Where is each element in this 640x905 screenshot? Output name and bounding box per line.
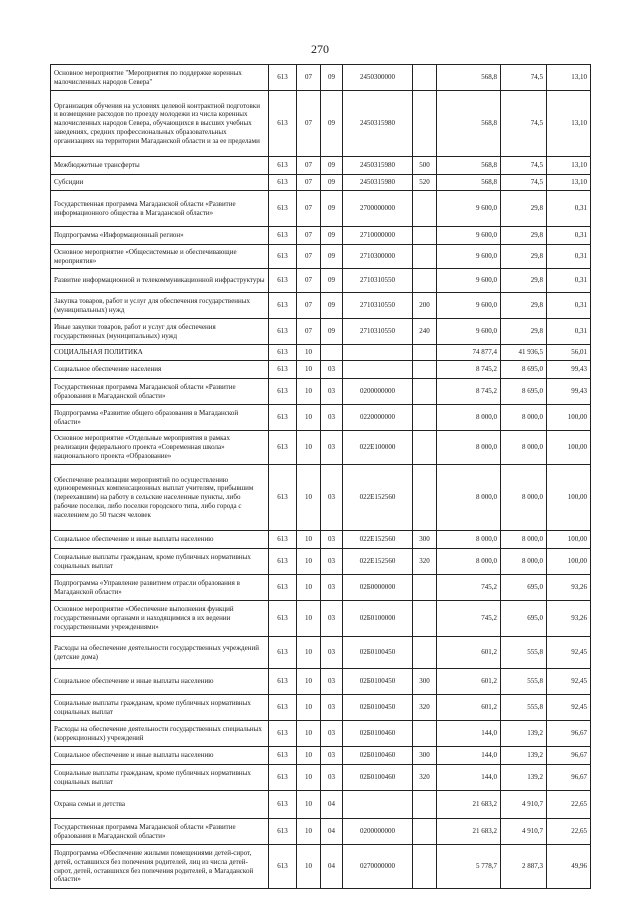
cell-name: Подпрограмма «Информационный регион»	[51, 227, 269, 245]
cell-rz: 10	[297, 575, 321, 601]
cell-pct: 22,65	[547, 819, 591, 845]
cell-exec: 74,5	[501, 91, 547, 157]
cell-exec: 74,5	[501, 175, 547, 191]
cell-rz: 07	[297, 319, 321, 345]
cell-csr: 2710310550	[343, 269, 413, 293]
cell-amount: 8 745,2	[437, 379, 501, 405]
cell-pct: 100,00	[547, 405, 591, 431]
cell-csr: 0220000000	[343, 405, 413, 431]
cell-pr: 03	[321, 549, 343, 575]
cell-ved: 613	[269, 175, 297, 191]
cell-exec: 555,8	[501, 669, 547, 695]
cell-pct: 0,31	[547, 319, 591, 345]
cell-csr: 02Б0100450	[343, 637, 413, 669]
cell-rz: 10	[297, 345, 321, 361]
cell-csr: 0270000000	[343, 845, 413, 889]
cell-name: Государственная программа Магаданской области «Развитие образования в Магаданской области»	[51, 819, 269, 845]
cell-pct: 13,10	[547, 175, 591, 191]
cell-pct: 0,31	[547, 227, 591, 245]
cell-exec: 139,2	[501, 721, 547, 747]
cell-exec: 555,8	[501, 637, 547, 669]
cell-rz: 10	[297, 379, 321, 405]
cell-ved: 613	[269, 319, 297, 345]
cell-amount: 144,0	[437, 765, 501, 791]
cell-ved: 613	[269, 845, 297, 889]
cell-name: Расходы на обеспечение деятельности государственных специальных (коррекционных) учреждений	[51, 721, 269, 747]
cell-vr	[413, 601, 437, 637]
cell-amount: 745,2	[437, 601, 501, 637]
table-row	[51, 245, 591, 269]
cell-csr	[343, 791, 413, 819]
cell-csr: 022E100000	[343, 431, 413, 465]
table-row	[51, 721, 591, 747]
cell-pct: 100,00	[547, 549, 591, 575]
cell-pr: 04	[321, 791, 343, 819]
cell-amount: 9 600,0	[437, 269, 501, 293]
cell-pr: 03	[321, 531, 343, 549]
cell-vr	[413, 465, 437, 531]
cell-vr	[413, 65, 437, 91]
cell-pr: 03	[321, 637, 343, 669]
cell-amount: 568,8	[437, 175, 501, 191]
cell-ved: 613	[269, 819, 297, 845]
cell-pr: 09	[321, 175, 343, 191]
cell-vr	[413, 431, 437, 465]
table-row	[51, 293, 591, 319]
cell-amount: 21 683,2	[437, 791, 501, 819]
cell-rz: 10	[297, 531, 321, 549]
cell-vr: 300	[413, 531, 437, 549]
cell-exec: 8 000,0	[501, 405, 547, 431]
cell-pr: 03	[321, 405, 343, 431]
cell-rz: 10	[297, 765, 321, 791]
cell-vr	[413, 819, 437, 845]
cell-vr: 500	[413, 157, 437, 175]
table-row	[51, 431, 591, 465]
cell-pr: 09	[321, 269, 343, 293]
cell-ved: 613	[269, 269, 297, 293]
table-row	[51, 575, 591, 601]
cell-exec: 8 000,0	[501, 549, 547, 575]
cell-pr: 03	[321, 575, 343, 601]
cell-ved: 613	[269, 695, 297, 721]
cell-rz: 10	[297, 669, 321, 695]
cell-ved: 613	[269, 549, 297, 575]
table-row	[51, 345, 591, 361]
cell-pct: 96,67	[547, 765, 591, 791]
cell-pr: 09	[321, 65, 343, 91]
cell-vr: 520	[413, 175, 437, 191]
table-row	[51, 91, 591, 157]
cell-exec: 4 910,7	[501, 791, 547, 819]
cell-rz: 10	[297, 405, 321, 431]
cell-ved: 613	[269, 227, 297, 245]
cell-name: СОЦИАЛЬНАЯ ПОЛИТИКА	[51, 345, 269, 361]
cell-csr: 2710310550	[343, 293, 413, 319]
cell-ved: 613	[269, 431, 297, 465]
cell-ved: 613	[269, 91, 297, 157]
cell-ved: 613	[269, 345, 297, 361]
cell-rz: 10	[297, 431, 321, 465]
cell-amount: 74 877,4	[437, 345, 501, 361]
cell-ved: 613	[269, 531, 297, 549]
cell-exec: 4 910,7	[501, 819, 547, 845]
cell-rz: 10	[297, 601, 321, 637]
cell-pr: 09	[321, 293, 343, 319]
table-row	[51, 405, 591, 431]
cell-pr: 04	[321, 819, 343, 845]
cell-exec: 29,8	[501, 245, 547, 269]
cell-csr: 02Б0000000	[343, 575, 413, 601]
table-row	[51, 361, 591, 379]
cell-exec: 8 695,0	[501, 379, 547, 405]
cell-ved: 613	[269, 637, 297, 669]
cell-amount: 9 600,0	[437, 245, 501, 269]
cell-ved: 613	[269, 747, 297, 765]
cell-ved: 613	[269, 157, 297, 175]
table-row	[51, 845, 591, 889]
cell-csr: 0200000000	[343, 819, 413, 845]
cell-pr: 09	[321, 157, 343, 175]
cell-ved: 613	[269, 361, 297, 379]
cell-pct: 13,10	[547, 157, 591, 175]
table-row	[51, 175, 591, 191]
cell-csr: 2710000000	[343, 227, 413, 245]
cell-exec: 41 936,5	[501, 345, 547, 361]
cell-ved: 613	[269, 191, 297, 227]
cell-rz: 07	[297, 293, 321, 319]
cell-pr: 04	[321, 845, 343, 889]
cell-pct: 0,31	[547, 191, 591, 227]
cell-name: Организация обучения на условиях целевой контрактной подготовки и возмещение расходов по проезду молодежи из числа коренных малочисленных народов Севера, обучающихся в высших учебных заведениях, средних профессиональных образовательных организациях на территории Магаданской области и за ее пределами	[51, 91, 269, 157]
cell-amount: 601,2	[437, 637, 501, 669]
table-row	[51, 747, 591, 765]
cell-pct: 56,01	[547, 345, 591, 361]
cell-pct: 100,00	[547, 465, 591, 531]
cell-pct: 93,26	[547, 575, 591, 601]
cell-vr	[413, 361, 437, 379]
cell-csr: 2450315980	[343, 91, 413, 157]
cell-pct: 0,31	[547, 245, 591, 269]
cell-name: Подпрограмма «Управление развитием отрасли образования в Магаданской области»	[51, 575, 269, 601]
cell-amount: 5 778,7	[437, 845, 501, 889]
cell-csr	[343, 345, 413, 361]
cell-ved: 613	[269, 405, 297, 431]
cell-vr: 300	[413, 747, 437, 765]
cell-pr: 09	[321, 227, 343, 245]
cell-rz: 07	[297, 245, 321, 269]
cell-csr: 02Б0100450	[343, 669, 413, 695]
cell-exec: 139,2	[501, 747, 547, 765]
cell-pct: 49,96	[547, 845, 591, 889]
cell-pr: 03	[321, 601, 343, 637]
cell-pct: 92,45	[547, 637, 591, 669]
cell-amount: 601,2	[437, 669, 501, 695]
cell-exec: 29,8	[501, 191, 547, 227]
cell-rz: 10	[297, 819, 321, 845]
cell-pr	[321, 345, 343, 361]
cell-vr: 200	[413, 293, 437, 319]
cell-amount: 9 600,0	[437, 191, 501, 227]
cell-rz: 07	[297, 175, 321, 191]
cell-vr	[413, 227, 437, 245]
cell-exec: 29,8	[501, 227, 547, 245]
cell-amount: 601,2	[437, 695, 501, 721]
cell-pr: 03	[321, 379, 343, 405]
cell-exec: 29,8	[501, 293, 547, 319]
cell-name: Подпрограмма «Развитие общего образования в Магаданской области»	[51, 405, 269, 431]
cell-rz: 07	[297, 191, 321, 227]
table-row	[51, 549, 591, 575]
cell-pr: 03	[321, 765, 343, 791]
cell-csr: 2710310550	[343, 319, 413, 345]
cell-amount: 568,8	[437, 157, 501, 175]
cell-name: Основное мероприятие «Отдельные мероприятия в рамках реализации федерального проекта «Современная школа» национального проекта «Образование»	[51, 431, 269, 465]
cell-exec: 8 000,0	[501, 531, 547, 549]
cell-name: Развитие информационной и телекоммуникационной инфраструктуры	[51, 269, 269, 293]
cell-vr	[413, 405, 437, 431]
cell-name: Социальные выплаты гражданам, кроме публичных нормативных социальных выплат	[51, 765, 269, 791]
cell-pct: 100,00	[547, 431, 591, 465]
cell-name: Социальное обеспечение и иные выплаты населению	[51, 531, 269, 549]
cell-csr: 02Б0100450	[343, 695, 413, 721]
cell-pr: 03	[321, 361, 343, 379]
cell-csr: 022E152560	[343, 531, 413, 549]
cell-exec: 74,5	[501, 65, 547, 91]
cell-pct: 100,00	[547, 531, 591, 549]
cell-vr	[413, 575, 437, 601]
cell-amount: 9 600,0	[437, 293, 501, 319]
cell-amount: 745,2	[437, 575, 501, 601]
cell-name: Расходы на обеспечение деятельности государственных учреждений (детские дома)	[51, 637, 269, 669]
cell-name: Закупка товаров, работ и услуг для обеспечения государственных (муниципальных) нужд	[51, 293, 269, 319]
cell-pct: 99,43	[547, 361, 591, 379]
cell-pr: 09	[321, 91, 343, 157]
cell-name: Обеспечение реализации мероприятий по осуществлению единовременных компенсационных выплат учителям, прибывшим (переехавшим) на работу в сельские населенные пункты, либо рабочие поселки, либо поселки городского типа, либо города с населением до 50 тысяч человек	[51, 465, 269, 531]
cell-csr: 02Б0100000	[343, 601, 413, 637]
cell-exec: 555,8	[501, 695, 547, 721]
cell-ved: 613	[269, 765, 297, 791]
cell-amount: 568,8	[437, 65, 501, 91]
cell-pct: 13,10	[547, 65, 591, 91]
cell-vr: 320	[413, 765, 437, 791]
cell-vr	[413, 245, 437, 269]
cell-rz: 07	[297, 91, 321, 157]
cell-rz: 07	[297, 227, 321, 245]
cell-rz: 10	[297, 549, 321, 575]
cell-amount: 8 000,0	[437, 405, 501, 431]
cell-csr: 2700000000	[343, 191, 413, 227]
cell-pr: 03	[321, 465, 343, 531]
cell-pr: 09	[321, 245, 343, 269]
cell-csr: 2450315980	[343, 157, 413, 175]
budget-table	[50, 64, 591, 889]
cell-csr: 022E152560	[343, 549, 413, 575]
cell-exec: 2 887,3	[501, 845, 547, 889]
cell-pr: 03	[321, 431, 343, 465]
cell-ved: 613	[269, 575, 297, 601]
cell-rz: 10	[297, 465, 321, 531]
table-row	[51, 531, 591, 549]
cell-pct: 92,45	[547, 669, 591, 695]
table-row	[51, 157, 591, 175]
cell-pr: 09	[321, 319, 343, 345]
cell-rz: 07	[297, 157, 321, 175]
cell-pr: 03	[321, 721, 343, 747]
cell-ved: 613	[269, 65, 297, 91]
cell-csr	[343, 361, 413, 379]
cell-name: Социальное обеспечение и иные выплаты населению	[51, 669, 269, 695]
cell-exec: 8 000,0	[501, 431, 547, 465]
cell-pct: 22,65	[547, 791, 591, 819]
page-number: 270	[311, 42, 329, 56]
cell-name: Иные закупки товаров, работ и услуг для обеспечения государственных (муниципальных) нужд	[51, 319, 269, 345]
cell-name: Государственная программа Магаданской области «Развитие информационного общества в Магаданской области»	[51, 191, 269, 227]
table-row	[51, 191, 591, 227]
cell-vr	[413, 91, 437, 157]
cell-ved: 613	[269, 245, 297, 269]
cell-amount: 9 600,0	[437, 227, 501, 245]
table-row	[51, 669, 591, 695]
table-row	[51, 819, 591, 845]
cell-amount: 8 745,2	[437, 361, 501, 379]
cell-csr: 2710300000	[343, 245, 413, 269]
cell-csr: 02Б0100460	[343, 765, 413, 791]
cell-exec: 695,0	[501, 575, 547, 601]
cell-pct: 0,31	[547, 293, 591, 319]
cell-vr: 300	[413, 669, 437, 695]
cell-amount: 8 000,0	[437, 531, 501, 549]
cell-name: Подпрограмма «Обеспечение жилыми помещениями детей-сирот, детей, оставшихся без попечения родителей, лиц из числа детей-сирот, детей, оставшихся без попечения родителей, в Магаданской области»	[51, 845, 269, 889]
cell-name: Социальные выплаты гражданам, кроме публичных нормативных социальных выплат	[51, 695, 269, 721]
cell-pct: 93,26	[547, 601, 591, 637]
cell-amount: 144,0	[437, 747, 501, 765]
cell-ved: 613	[269, 669, 297, 695]
cell-rz: 10	[297, 361, 321, 379]
cell-vr: 320	[413, 695, 437, 721]
cell-pct: 13,10	[547, 91, 591, 157]
cell-vr	[413, 637, 437, 669]
cell-rz: 07	[297, 269, 321, 293]
cell-vr	[413, 845, 437, 889]
cell-csr: 02Б0100460	[343, 721, 413, 747]
cell-csr: 2450315980	[343, 175, 413, 191]
cell-pct: 96,67	[547, 747, 591, 765]
cell-rz: 10	[297, 637, 321, 669]
table-row	[51, 695, 591, 721]
cell-ved: 613	[269, 721, 297, 747]
cell-csr: 02Б0100460	[343, 747, 413, 765]
cell-rz: 10	[297, 695, 321, 721]
cell-exec: 8 695,0	[501, 361, 547, 379]
table-row	[51, 65, 591, 91]
table-row	[51, 637, 591, 669]
cell-pct: 96,67	[547, 721, 591, 747]
cell-vr	[413, 379, 437, 405]
table-row	[51, 601, 591, 637]
cell-ved: 613	[269, 293, 297, 319]
cell-name: Социальное обеспечение населения	[51, 361, 269, 379]
cell-name: Охрана семьи и детства	[51, 791, 269, 819]
cell-amount: 568,8	[437, 91, 501, 157]
table-row	[51, 379, 591, 405]
cell-rz: 10	[297, 747, 321, 765]
cell-csr: 0200000000	[343, 379, 413, 405]
cell-pct: 92,45	[547, 695, 591, 721]
table-row	[51, 319, 591, 345]
cell-pct: 99,43	[547, 379, 591, 405]
table-row	[51, 791, 591, 819]
cell-name: Межбюджетные трансферты	[51, 157, 269, 175]
cell-rz: 10	[297, 791, 321, 819]
cell-vr: 240	[413, 319, 437, 345]
cell-rz: 07	[297, 65, 321, 91]
table-row	[51, 227, 591, 245]
cell-exec: 139,2	[501, 765, 547, 791]
cell-csr: 2450300000	[343, 65, 413, 91]
cell-pr: 03	[321, 747, 343, 765]
cell-ved: 613	[269, 601, 297, 637]
cell-vr	[413, 191, 437, 227]
table-row	[51, 465, 591, 531]
cell-name: Социальные выплаты гражданам, кроме публичных нормативных социальных выплат	[51, 549, 269, 575]
cell-pr: 03	[321, 695, 343, 721]
cell-pct: 0,31	[547, 269, 591, 293]
cell-name: Субсидии	[51, 175, 269, 191]
table-row	[51, 765, 591, 791]
cell-ved: 613	[269, 465, 297, 531]
cell-exec: 74,5	[501, 157, 547, 175]
cell-amount: 9 600,0	[437, 319, 501, 345]
cell-name: Основное мероприятие «Обеспечение выполнения функций государственными органами и находящимися в их ведении государственными учреждениями»	[51, 601, 269, 637]
cell-vr: 320	[413, 549, 437, 575]
cell-amount: 8 000,0	[437, 431, 501, 465]
cell-ved: 613	[269, 379, 297, 405]
cell-exec: 8 000,0	[501, 465, 547, 531]
cell-amount: 144,0	[437, 721, 501, 747]
cell-amount: 8 000,0	[437, 465, 501, 531]
cell-exec: 695,0	[501, 601, 547, 637]
cell-ved: 613	[269, 791, 297, 819]
cell-amount: 21 683,2	[437, 819, 501, 845]
table-row	[51, 269, 591, 293]
cell-name: Социальное обеспечение и иные выплаты населению	[51, 747, 269, 765]
cell-name: Основное мероприятие «Общесистемные и обеспечивающие мероприятия»	[51, 245, 269, 269]
cell-rz: 10	[297, 721, 321, 747]
cell-rz: 10	[297, 845, 321, 889]
cell-amount: 8 000,0	[437, 549, 501, 575]
cell-csr: 022E152560	[343, 465, 413, 531]
cell-pr: 09	[321, 191, 343, 227]
cell-name: Основное мероприятие "Мероприятия по поддержке коренных малочисленных народов Севера"	[51, 65, 269, 91]
cell-vr	[413, 791, 437, 819]
cell-vr	[413, 269, 437, 293]
cell-vr	[413, 721, 437, 747]
cell-exec: 29,8	[501, 269, 547, 293]
cell-exec: 29,8	[501, 319, 547, 345]
cell-pr: 03	[321, 669, 343, 695]
cell-name: Государственная программа Магаданской области «Развитие образования в Магаданской области»	[51, 379, 269, 405]
cell-vr	[413, 345, 437, 361]
